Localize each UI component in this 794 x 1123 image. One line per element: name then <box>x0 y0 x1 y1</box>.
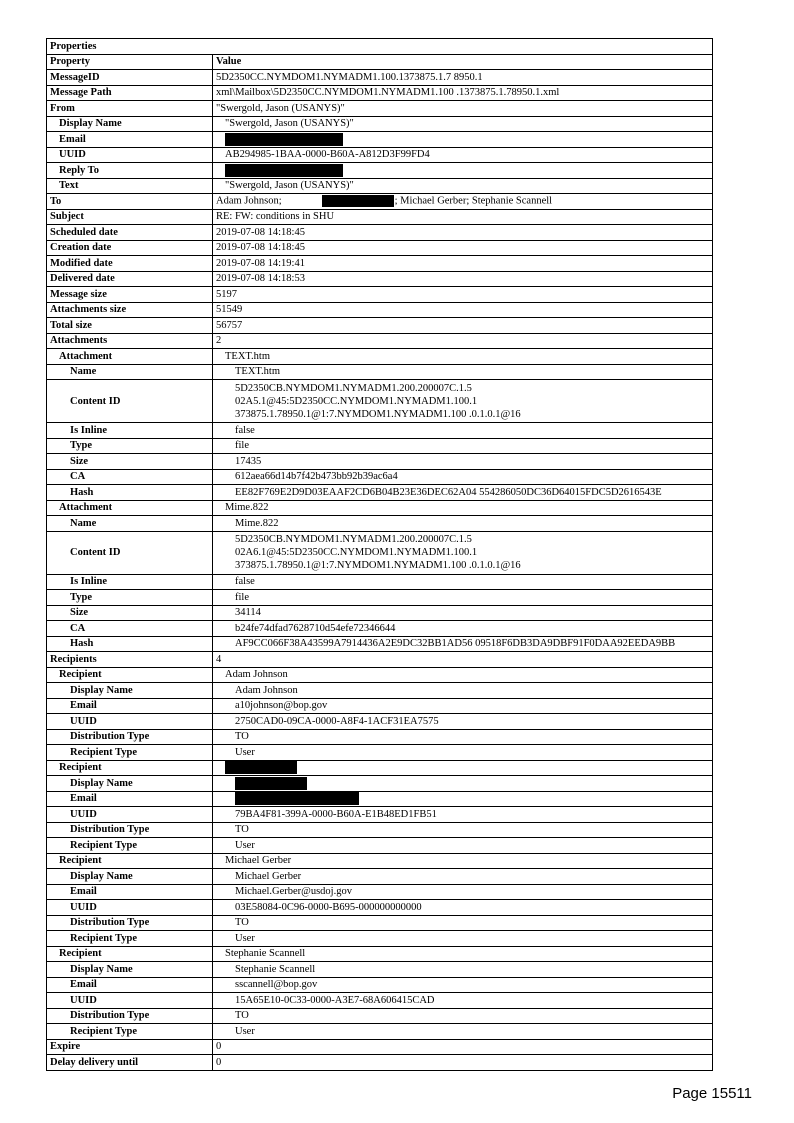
property-name: Content ID <box>47 380 213 423</box>
table-row <box>47 605 713 621</box>
table-row <box>47 667 713 683</box>
table-row <box>47 621 713 637</box>
property-name: Is Inline <box>47 423 213 439</box>
property-name: Display Name <box>47 776 213 792</box>
property-name: CA <box>47 469 213 485</box>
property-value: 2 <box>213 333 713 349</box>
table-row <box>47 946 713 962</box>
property-value <box>213 760 713 776</box>
property-name: Type <box>47 590 213 606</box>
property-value: false <box>213 423 713 439</box>
table-row <box>47 807 713 823</box>
table-row <box>47 1008 713 1024</box>
property-value: 612aea66d14b7f42b473bb92b39ac6a4 <box>213 469 713 485</box>
property-name: Creation date <box>47 240 213 256</box>
property-name: Recipient <box>47 760 213 776</box>
table-row <box>47 776 713 792</box>
property-name: Recipients <box>47 652 213 668</box>
table-row <box>47 884 713 900</box>
property-name: UUID <box>47 714 213 730</box>
table-row <box>47 869 713 885</box>
table-row <box>47 163 713 179</box>
table-row <box>47 240 713 256</box>
property-name: Recipient Type <box>47 745 213 761</box>
table-title: Properties <box>47 39 713 55</box>
property-value: Mime.822 <box>213 516 713 532</box>
property-value: TO <box>213 915 713 931</box>
properties-table-body <box>47 39 713 1071</box>
property-value: 2019-07-08 14:18:45 <box>213 240 713 256</box>
table-row <box>47 454 713 470</box>
property-value <box>213 791 713 807</box>
property-name: Expire <box>47 1039 213 1055</box>
property-value: User <box>213 745 713 761</box>
property-value: Michael.Gerber@usdoj.gov <box>213 884 713 900</box>
table-row <box>47 714 713 730</box>
table-row <box>47 364 713 380</box>
table-row <box>47 209 713 225</box>
property-value: 5D2350CC.NYMDOM1.NYMADM1.100.1373875.1.7 8950.1 <box>213 70 713 86</box>
property-name: Message size <box>47 287 213 303</box>
property-value: 79BA4F81-399A-0000-B60A-E1B48ED1FB51 <box>213 807 713 823</box>
table-row <box>47 791 713 807</box>
property-value: User <box>213 1024 713 1040</box>
property-value: TEXT.htm <box>213 349 713 365</box>
property-value: 03E58084-0C96-0000-B695-000000000000 <box>213 900 713 916</box>
property-value <box>213 380 713 423</box>
property-name: Delay delivery until <box>47 1055 213 1071</box>
table-row <box>47 838 713 854</box>
table-row <box>47 256 713 272</box>
property-name: Total size <box>47 318 213 334</box>
property-value: 0 <box>213 1039 713 1055</box>
property-name: UUID <box>47 993 213 1009</box>
property-value <box>213 163 713 179</box>
table-row <box>47 760 713 776</box>
property-name: Modified date <box>47 256 213 272</box>
property-value <box>213 194 713 210</box>
property-name: To <box>47 194 213 210</box>
property-name: Name <box>47 364 213 380</box>
property-value: b24fe74dfad7628710d54efe72346644 <box>213 621 713 637</box>
table-row <box>47 531 713 574</box>
properties-table <box>46 38 713 1071</box>
table-row <box>47 318 713 334</box>
table-row <box>47 516 713 532</box>
header-property: Property <box>47 54 213 70</box>
table-row <box>47 590 713 606</box>
property-name: Recipient <box>47 853 213 869</box>
redaction-block <box>322 195 394 207</box>
table-row <box>47 380 713 423</box>
table-row <box>47 423 713 439</box>
table-header-row <box>47 54 713 70</box>
table-row <box>47 302 713 318</box>
property-value: 2750CAD0-09CA-0000-A8F4-1ACF31EA7575 <box>213 714 713 730</box>
table-row <box>47 636 713 652</box>
property-value: file <box>213 438 713 454</box>
property-value: TO <box>213 1008 713 1024</box>
property-value: Michael Gerber <box>213 869 713 885</box>
table-row <box>47 287 713 303</box>
header-value: Value <box>213 54 713 70</box>
property-value: sscannell@bop.gov <box>213 977 713 993</box>
property-name: CA <box>47 621 213 637</box>
property-name: Recipient Type <box>47 931 213 947</box>
property-name: Attachment <box>47 500 213 516</box>
content-id-line: 5D2350CB.NYMDOM1.NYMADM1.200.200007C.1.5 <box>235 382 472 394</box>
table-row <box>47 485 713 501</box>
table-row <box>47 1039 713 1055</box>
content-id-line: 02A6.1@45:5D2350CC.NYMDOM1.NYMADM1.100.1 <box>235 547 478 558</box>
table-title-row <box>47 39 713 55</box>
table-row <box>47 993 713 1009</box>
table-row <box>47 225 713 241</box>
property-name: Recipient Type <box>47 1024 213 1040</box>
property-value: 0 <box>213 1055 713 1071</box>
property-value: 5197 <box>213 287 713 303</box>
page-number: Page 15511 <box>672 1085 752 1102</box>
content-id-line: 5D2350CB.NYMDOM1.NYMADM1.200.200007C.1.5 <box>235 534 472 545</box>
property-value: TO <box>213 729 713 745</box>
property-value: xml\Mailbox\5D2350CC.NYMDOM1.NYMADM1.100 .1373875.1.78950.1.xml <box>213 85 713 101</box>
property-value: Adam Johnson <box>213 667 713 683</box>
table-row <box>47 931 713 947</box>
property-value: 2019-07-08 14:19:41 <box>213 256 713 272</box>
property-name: Attachment <box>47 349 213 365</box>
content-id-line: 02A5.1@45:5D2350CC.NYMDOM1.NYMADM1.100.1 <box>235 395 478 407</box>
property-value: 56757 <box>213 318 713 334</box>
property-value: "Swergold, Jason (USANYS)" <box>213 116 713 132</box>
property-name: Type <box>47 438 213 454</box>
redaction-block <box>225 133 343 146</box>
table-row <box>47 469 713 485</box>
property-name: UUID <box>47 147 213 163</box>
redaction-block <box>235 792 359 805</box>
property-value: TO <box>213 822 713 838</box>
table-row <box>47 977 713 993</box>
property-name: Scheduled date <box>47 225 213 241</box>
property-value: 15A65E10-0C33-0000-A3E7-68A606415CAD <box>213 993 713 1009</box>
property-name: Recipient <box>47 667 213 683</box>
table-row <box>47 101 713 117</box>
property-name: Email <box>47 698 213 714</box>
property-value: 34114 <box>213 605 713 621</box>
property-name: Recipient Type <box>47 838 213 854</box>
property-value: User <box>213 838 713 854</box>
table-row <box>47 70 713 86</box>
property-name: Attachments <box>47 333 213 349</box>
property-name: Email <box>47 884 213 900</box>
table-row <box>47 683 713 699</box>
property-name: UUID <box>47 807 213 823</box>
property-value: User <box>213 931 713 947</box>
property-name: Email <box>47 791 213 807</box>
property-value: file <box>213 590 713 606</box>
table-row <box>47 194 713 210</box>
table-row <box>47 438 713 454</box>
table-row <box>47 500 713 516</box>
property-value <box>213 531 713 574</box>
property-name: Distribution Type <box>47 822 213 838</box>
property-value: "Swergold, Jason (USANYS)" <box>213 178 713 194</box>
property-value: AB294985-1BAA-0000-B60A-A812D3F99FD4 <box>213 147 713 163</box>
property-value: 4 <box>213 652 713 668</box>
redaction-block <box>225 164 343 177</box>
table-row <box>47 116 713 132</box>
property-value <box>213 776 713 792</box>
property-name: Display Name <box>47 683 213 699</box>
property-name: Attachments size <box>47 302 213 318</box>
content-id-line: 373875.1.78950.1@1:7.NYMDOM1.NYMADM1.100 .0.1.0.1@16 <box>235 560 521 571</box>
table-row <box>47 853 713 869</box>
table-row <box>47 271 713 287</box>
redaction-block <box>235 777 307 790</box>
property-value: "Swergold, Jason (USANYS)" <box>213 101 713 117</box>
property-name: Display Name <box>47 962 213 978</box>
property-name: Name <box>47 516 213 532</box>
table-row <box>47 900 713 916</box>
property-value: 51549 <box>213 302 713 318</box>
table-row <box>47 147 713 163</box>
property-name: From <box>47 101 213 117</box>
property-value: Mime.822 <box>213 500 713 516</box>
table-row <box>47 333 713 349</box>
property-value: Michael Gerber <box>213 853 713 869</box>
property-value: Adam Johnson <box>213 683 713 699</box>
table-row <box>47 85 713 101</box>
property-name: Display Name <box>47 869 213 885</box>
table-row <box>47 132 713 148</box>
property-name: Size <box>47 454 213 470</box>
property-name: Hash <box>47 485 213 501</box>
property-value: a10johnson@bop.gov <box>213 698 713 714</box>
to-value-start: Adam Johnson; <box>216 195 282 207</box>
property-value: Stephanie Scannell <box>213 962 713 978</box>
property-value: false <box>213 574 713 590</box>
table-row <box>47 652 713 668</box>
property-value: AF9CC066F38A43599A7914436A2E9DC32BB1AD56 09518F6DB3DA9DBF91F0DAA92EEDA9BB <box>213 636 713 652</box>
content-id-line: 373875.1.78950.1@1:7.NYMDOM1.NYMADM1.100 .0.1.0.1@16 <box>235 408 521 420</box>
table-row <box>47 915 713 931</box>
table-row <box>47 822 713 838</box>
table-row <box>47 745 713 761</box>
redaction-block <box>225 761 297 774</box>
property-name: Delivered date <box>47 271 213 287</box>
property-name: Email <box>47 132 213 148</box>
property-name: Size <box>47 605 213 621</box>
property-value: 17435 <box>213 454 713 470</box>
table-row <box>47 729 713 745</box>
property-name: UUID <box>47 900 213 916</box>
property-name: Email <box>47 977 213 993</box>
table-row <box>47 1055 713 1071</box>
property-value: 2019-07-08 14:18:53 <box>213 271 713 287</box>
property-value: EE82F769E2D9D03EAAF2CD6B04B23E36DEC62A04 554286050DC36D64015FDC5D2616543E <box>213 485 713 501</box>
table-row <box>47 574 713 590</box>
property-value: 2019-07-08 14:18:45 <box>213 225 713 241</box>
property-name: Display Name <box>47 116 213 132</box>
table-row <box>47 962 713 978</box>
property-value: Stephanie Scannell <box>213 946 713 962</box>
property-name: Is Inline <box>47 574 213 590</box>
property-name: Distribution Type <box>47 1008 213 1024</box>
property-value: TEXT.htm <box>213 364 713 380</box>
property-name: MessageID <box>47 70 213 86</box>
property-name: Reply To <box>47 163 213 179</box>
table-row <box>47 349 713 365</box>
property-name: Subject <box>47 209 213 225</box>
property-name: Message Path <box>47 85 213 101</box>
property-name: Recipient <box>47 946 213 962</box>
to-value-end: ; Michael Gerber; Stephanie Scannell <box>394 195 553 207</box>
table-row <box>47 178 713 194</box>
property-name: Content ID <box>47 531 213 574</box>
table-row <box>47 1024 713 1040</box>
property-value: RE: FW: conditions in SHU <box>213 209 713 225</box>
table-row <box>47 698 713 714</box>
property-name: Distribution Type <box>47 915 213 931</box>
property-name: Distribution Type <box>47 729 213 745</box>
property-name: Hash <box>47 636 213 652</box>
property-value <box>213 132 713 148</box>
property-name: Text <box>47 178 213 194</box>
